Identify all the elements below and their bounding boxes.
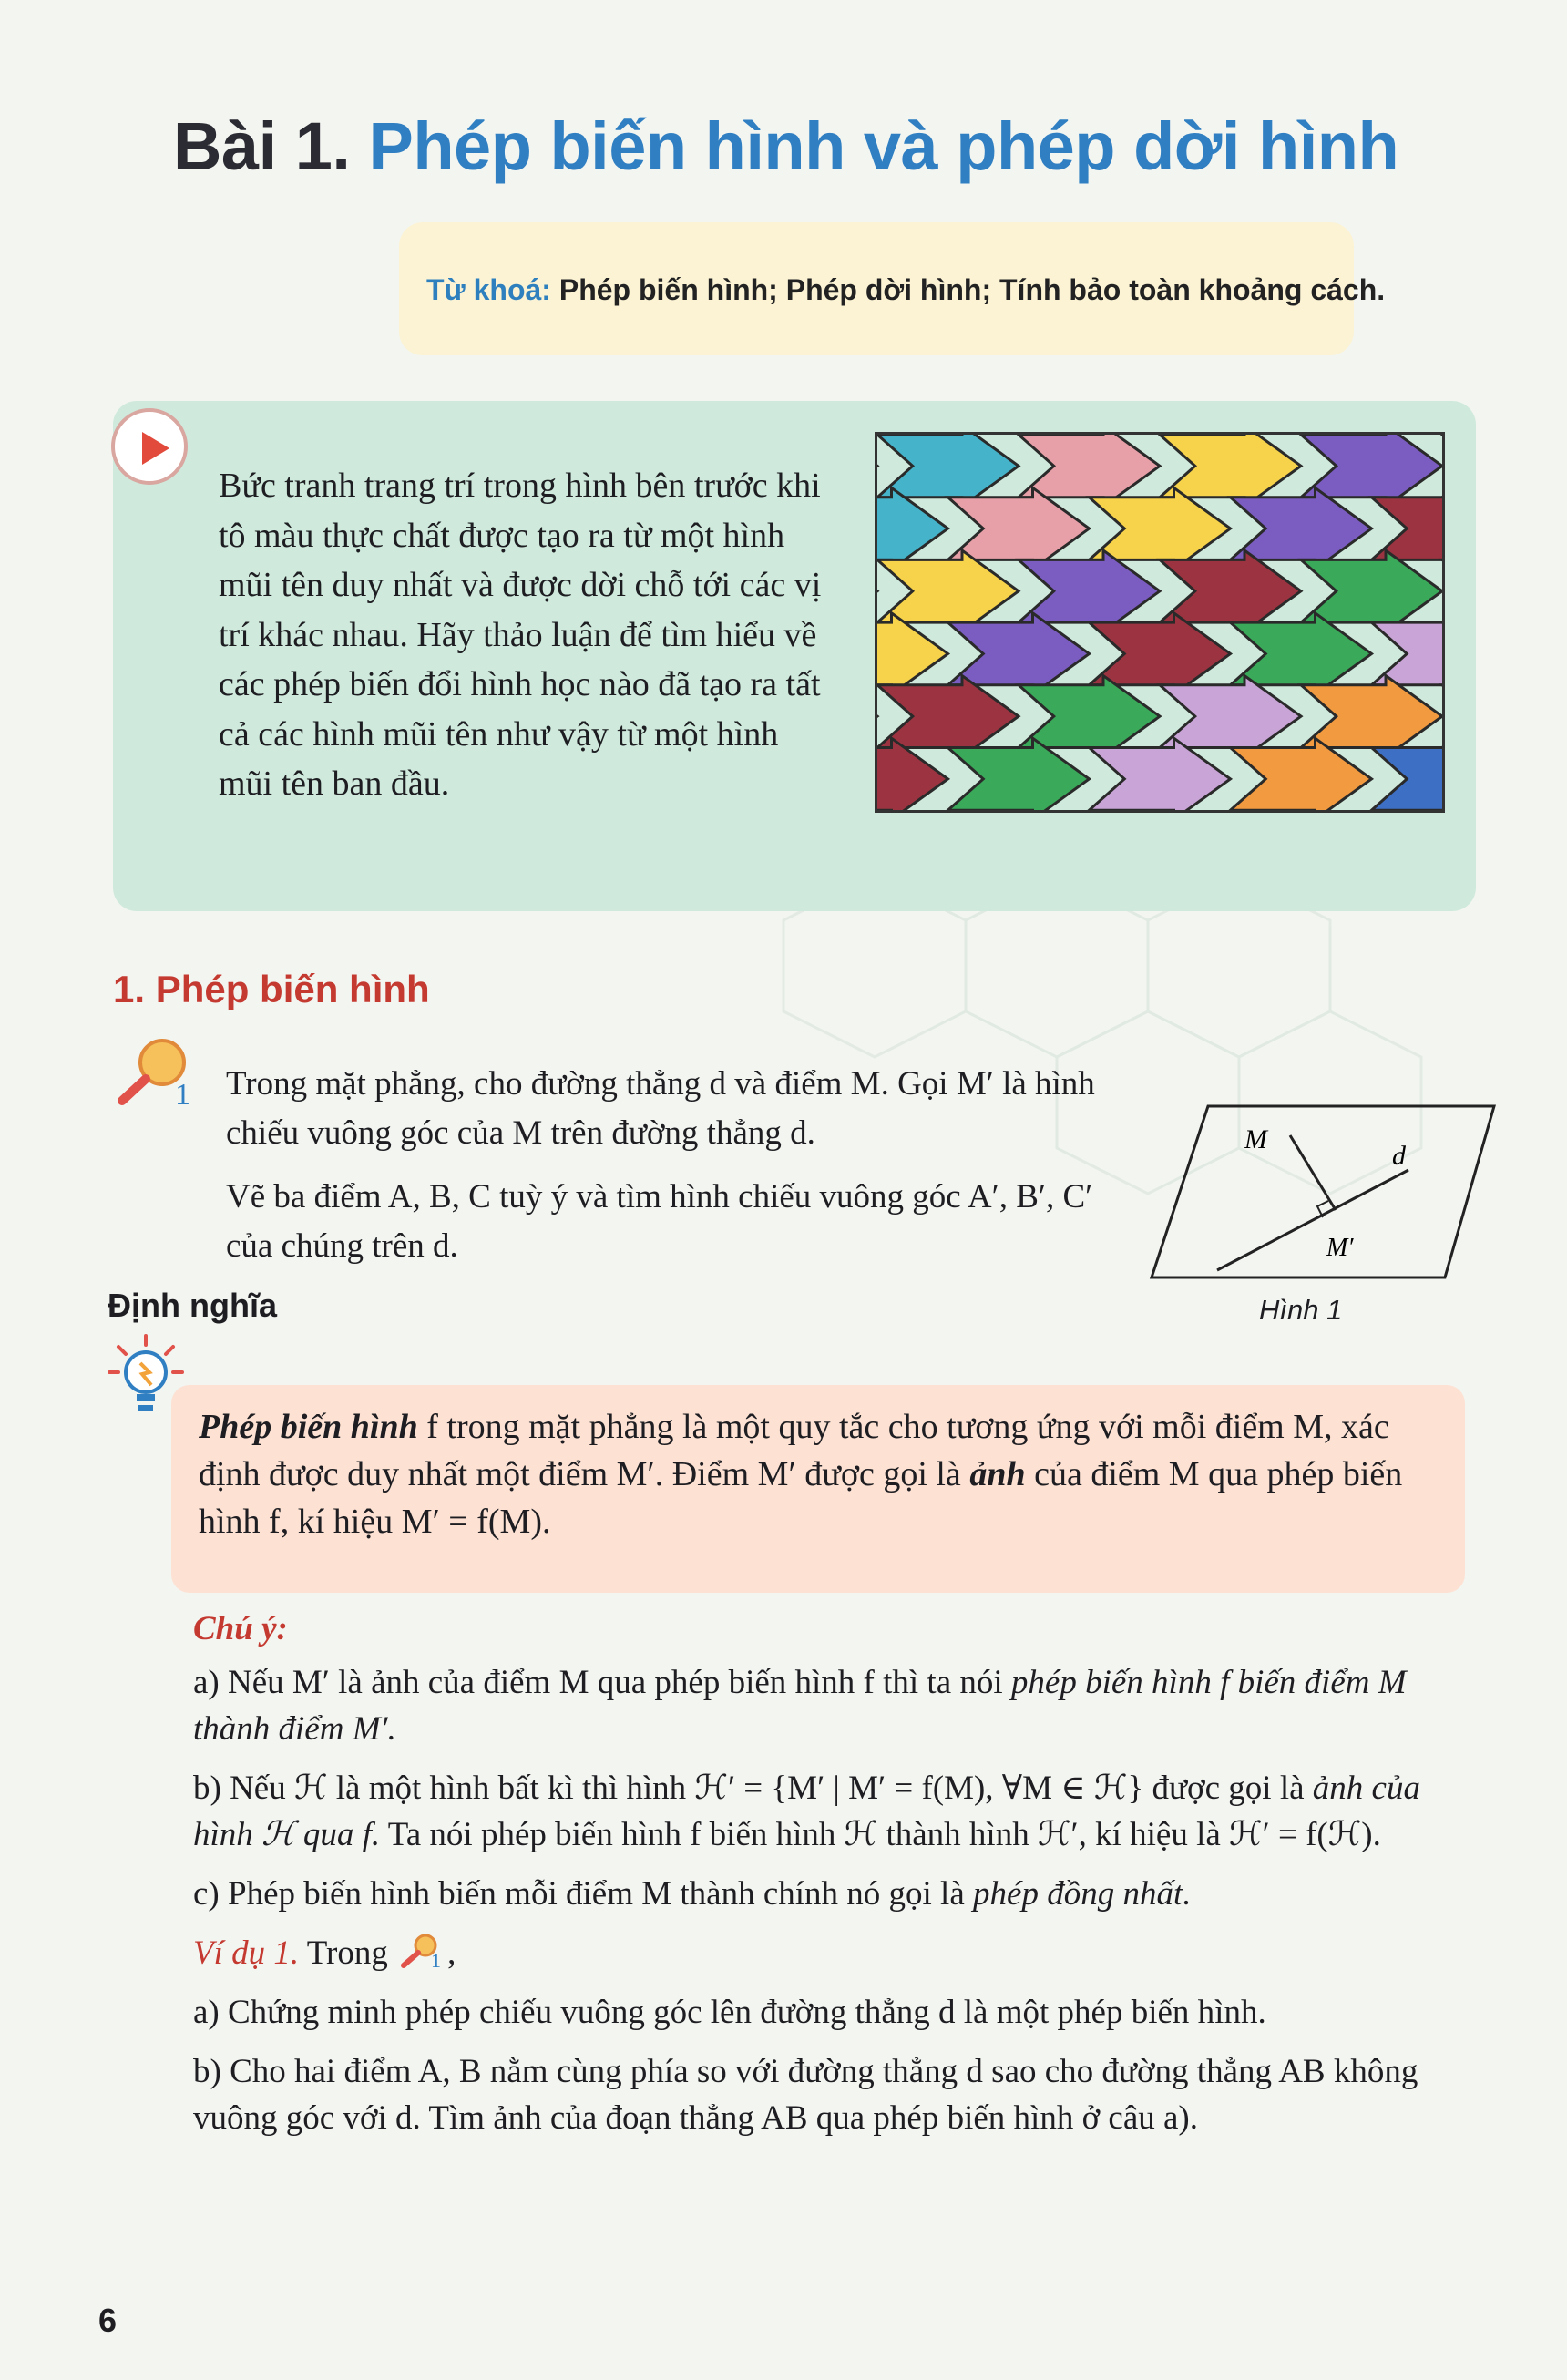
mosaic-arrow — [875, 675, 877, 756]
label-m: M — [1244, 1124, 1267, 1154]
definition-text — [199, 1403, 1456, 1545]
play-icon — [111, 408, 188, 485]
label-m-prime: M′ — [1326, 1234, 1354, 1262]
figure-caption: Hình 1 — [1259, 1294, 1343, 1326]
example-b: b) Cho hai điểm A, B nằm cùng phía so với đường thẳng d sao cho đường thẳng AB không vuông góc với d. Tìm ảnh của đoạn thẳng AB qua phép biến hình ở câu a). — [193, 2053, 1418, 2137]
label-d: d — [1392, 1141, 1406, 1171]
example-a: a) Chứng minh phép chiếu vuông góc lên đường thẳng d là một phép biến hình. — [193, 1994, 1266, 2031]
mosaic-arrow — [875, 738, 948, 813]
note-b-post: Ta nói phép biến hình f biến hình ℋ thành hình ℋ′, kí hiệu là ℋ′ = f(ℋ). — [380, 1816, 1381, 1853]
note-b — [193, 1765, 1469, 1858]
mosaic-arrow — [1231, 738, 1372, 813]
mosaic-arrow — [1090, 738, 1231, 813]
note-b-text: b) Nếu ℋ là một hình bất kì thì hình ℋ′ = {M′ | M′ = f(M), ∀M ∈ ℋ} được gọi là — [193, 1770, 1313, 1807]
definition-text-2: của điểm M qua phép biến hình f, kí hiệu M′ = f(M). — [199, 1455, 1403, 1541]
line-d — [1217, 1170, 1408, 1270]
intro-text: Bức tranh trang trí trong hình bên trước khi tô màu thực chất được tạo ra từ một hình mũi tên duy nhất và được dời chỗ tới các vị trí khác nhau. Hãy thảo luận để tìm hiểu về các phép biến đổi hình học nào đã tạo ra tất cả các hình mũi tên như vậy từ một hình mũi tên ban đầu. — [219, 467, 822, 803]
mosaic-arrow — [875, 487, 948, 569]
mosaic-arrow — [1442, 675, 1445, 756]
mosaic-arrow — [1442, 550, 1445, 631]
figure-1 — [1144, 1099, 1509, 1318]
activity-paragraph-1: Trong mặt phẳng, cho đường thẳng d và điểm M. Gọi M′ là hình chiếu vuông góc của M trên đường thẳng d. — [226, 1065, 1095, 1152]
definition-text-1: f trong mặt phẳng là một quy tắc cho tương ứng với mỗi điểm M, xác định được duy nhất một điểm M′. Điểm M′ được gọi là — [199, 1408, 1389, 1493]
definition-heading: Định nghĩa — [108, 1287, 277, 1324]
note-c-italic: phép đồng nhất. — [973, 1875, 1192, 1913]
arrow-mosaic-image — [875, 432, 1445, 813]
activity-ref-number: 1 — [431, 1949, 442, 1969]
definition-term-2: ảnh — [969, 1455, 1026, 1493]
keywords-label: Từ khoá: — [426, 273, 551, 306]
activity-ref-icon — [396, 1933, 447, 1969]
mosaic-arrow — [1372, 738, 1446, 813]
note-heading: Chú ý: — [193, 1610, 288, 1647]
example-intro-text: Trong — [299, 1934, 388, 1972]
lesson-title-text: Phép biến hình và phép dời hình — [368, 108, 1399, 184]
mosaic-arrow — [1372, 613, 1446, 694]
note-a — [193, 1659, 1469, 1752]
segment-mm — [1290, 1135, 1336, 1210]
note-c — [193, 1871, 1469, 1917]
example-label: Ví dụ 1. — [193, 1934, 300, 1972]
mosaic-arrow — [875, 550, 877, 631]
plane-outline — [1152, 1106, 1494, 1277]
example-intro: Ví dụ 1. Trong 1 , — [193, 1934, 456, 1972]
keywords-box — [399, 222, 1386, 355]
section-heading: 1. Phép biến hình — [113, 968, 430, 1010]
activity-number: 1 — [175, 1078, 190, 1108]
activity-paragraph-2: Vẽ ba điểm A, B, C tuỳ ý và tìm hình chiếu vuông góc A′, B′, C′ của chúng trên d. — [226, 1178, 1093, 1265]
activity-magnifier-icon — [109, 1035, 200, 1108]
mosaic-arrow — [948, 738, 1090, 813]
note-c-text: c) Phép biến hình biến mỗi điểm M thành chính nó gọi là — [193, 1875, 974, 1913]
note-a-italic: phép biến hình f biến điểm M thành điểm M′. — [193, 1664, 1407, 1748]
definition-term: Phép biến hình — [199, 1408, 418, 1446]
keywords-text: Phép biến hình; Phép dời hình; Tính bảo toàn khoảng cách. — [558, 273, 1386, 306]
note-a-text: a) Nếu M′ là ảnh của điểm M qua phép biến hình f thì ta nói — [193, 1664, 1011, 1701]
mosaic-arrow — [1372, 487, 1446, 569]
page-number: 6 — [98, 2302, 118, 2339]
lesson-number: Bài 1. — [173, 108, 351, 184]
lesson-title — [173, 108, 1398, 185]
mosaic-arrow — [1442, 432, 1445, 507]
note-b-italic: ảnh của hình ℋ qua f. — [193, 1770, 1420, 1853]
mosaic-arrow — [875, 432, 877, 507]
mosaic-arrow — [875, 613, 948, 694]
notes-and-example — [193, 1605, 1469, 2154]
